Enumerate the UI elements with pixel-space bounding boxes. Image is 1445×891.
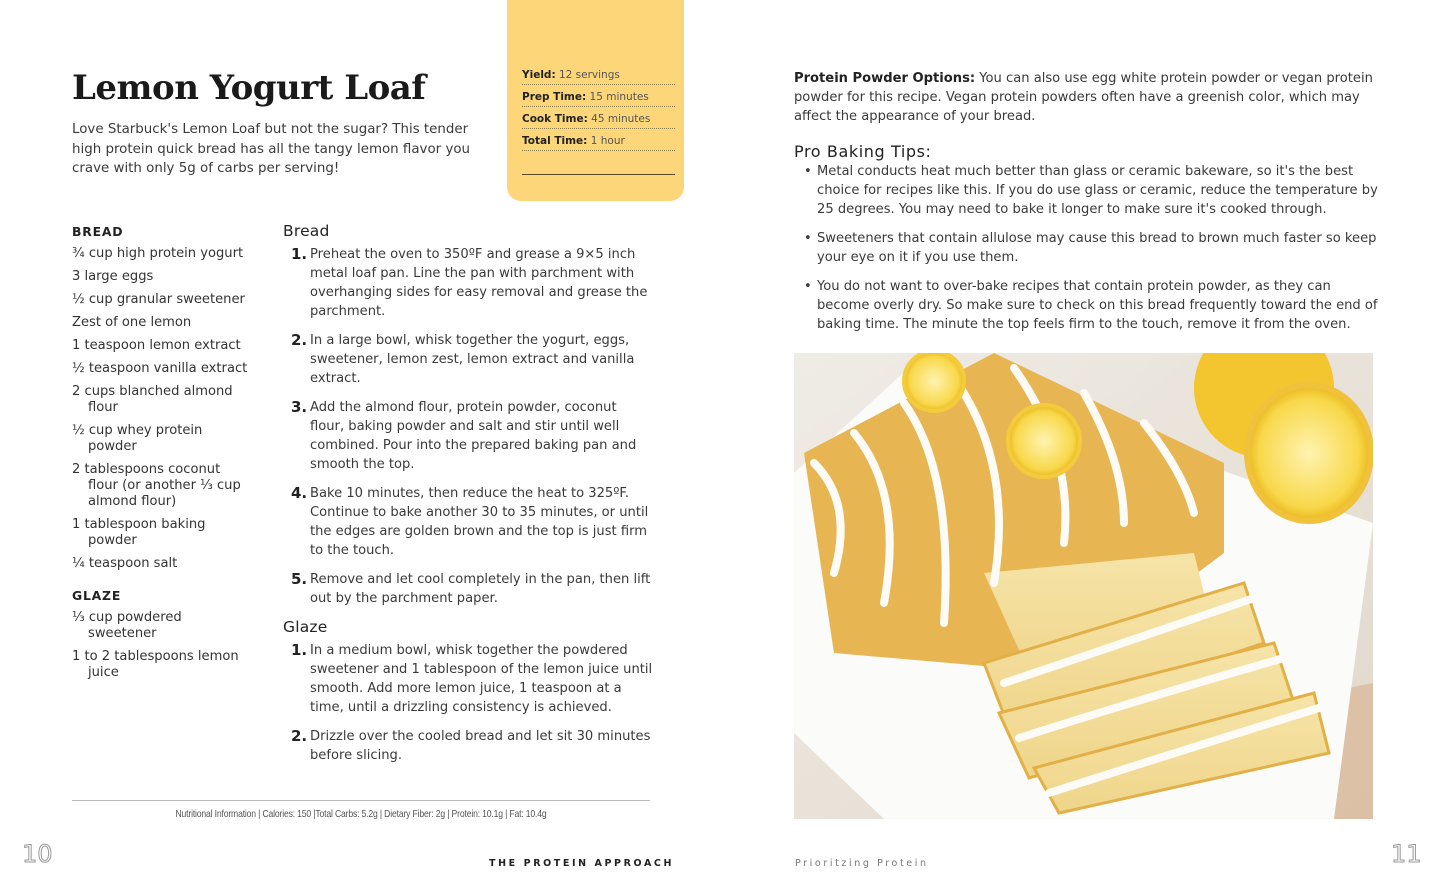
prep-time-value: 15 minutes <box>589 91 649 103</box>
step-text: In a large bowl, whisk together the yogurt, eggs, sweetener, lemon zest, lemon extract and vanilla extract. <box>310 333 635 386</box>
ingredient-item: ⅓ cup powdered sweetener <box>72 610 182 641</box>
lemon-slice-garnish <box>1008 405 1080 477</box>
protein-options-label: Protein Powder Options: <box>794 71 976 86</box>
ingredient-item: ½ teaspoon vanilla extract <box>72 361 248 376</box>
directions <box>283 222 653 775</box>
protein-options-text: You can also use egg white protein powder or vegan protein powder for this recipe. Vegan protein powders often have a greenish color, which may affect the appearance of your bread. <box>794 71 1373 124</box>
nutrition-info: Nutritional Information | Calories: 150 |Total Carbs: 5.2g | Dietary Fiber: 2g | Protein: 10.1g | Fat: 10.4g <box>175 808 547 820</box>
step-number: 5. <box>291 570 308 588</box>
tip-item <box>794 277 1384 334</box>
direction-step <box>283 398 653 474</box>
recipe-notes <box>794 69 1384 344</box>
step-text: Add the almond flour, protein powder, coconut flour, baking powder and salt and stir until well combined. Pour into the prepared baking pan and smooth the top. <box>310 400 637 472</box>
cook-time-value: 45 minutes <box>591 113 651 125</box>
total-time-label: Total Time: <box>522 135 588 147</box>
bread-ingredients <box>72 246 252 572</box>
step-number: 1. <box>291 245 308 263</box>
direction-step <box>283 331 653 388</box>
direction-step <box>283 570 653 608</box>
prep-time-row <box>522 90 675 107</box>
step-number: 2. <box>291 727 308 745</box>
step-number: 2. <box>291 331 308 349</box>
step-text: Bake 10 minutes, then reduce the heat to 325ºF. Continue to bake another 30 to 35 minutes, or until the edges are golden brown and the top is just firm to the touch. <box>310 486 649 558</box>
yield-value: 12 servings <box>558 69 620 81</box>
ingredient-item: 1 to 2 tablespoons lemon juice <box>72 649 239 680</box>
tip-item <box>794 229 1384 267</box>
step-number: 4. <box>291 484 308 502</box>
info-blank-line <box>522 156 675 175</box>
direction-step <box>283 641 653 717</box>
ingredient-item: 1 teaspoon lemon extract <box>72 338 241 353</box>
tip-item <box>794 162 1384 219</box>
direction-step <box>283 245 653 321</box>
recipe-info-tab <box>507 0 684 201</box>
nutrition-divider <box>72 800 650 801</box>
total-time-row <box>522 134 675 151</box>
page-number-left: 10 <box>22 840 53 868</box>
cook-time-label: Cook Time: <box>522 113 588 125</box>
ingredient-item: 1 tablespoon baking powder <box>72 517 206 548</box>
lemon-loaf-photo <box>794 353 1373 819</box>
ingredient-item: 3 large eggs <box>72 269 154 284</box>
ingredient-item: ½ cup whey protein powder <box>72 423 203 454</box>
step-text: Drizzle over the cooled bread and let sit 30 minutes before slicing. <box>310 729 651 763</box>
direction-step <box>283 727 653 765</box>
directions-glaze-heading: Glaze <box>283 618 328 636</box>
step-number: 1. <box>291 641 308 659</box>
ingredients-list <box>72 224 252 688</box>
tip-text: You do not want to over-bake recipes that contain protein powder, as they can become overly dry. So make sure to check on this bread frequently toward the end of baking time. The minute the top feels firm to the touch, remove it from the oven. <box>817 279 1378 332</box>
direction-step <box>283 484 653 560</box>
yield-row <box>522 68 675 85</box>
bullet-icon: • <box>804 279 812 294</box>
chapter-footer: Prioritzing Protein <box>795 858 929 869</box>
step-number: 3. <box>291 398 308 416</box>
loaf-illustration <box>794 353 1373 819</box>
protein-powder-options <box>794 69 1384 126</box>
ingredients-glaze-heading: GLAZE <box>72 588 122 603</box>
step-text: Remove and let cool completely in the pan, then lift out by the parchment paper. <box>310 572 651 606</box>
directions-bread-heading: Bread <box>283 222 330 240</box>
ingredient-item: ¾ cup high protein yogurt <box>72 246 244 261</box>
pro-tips-heading: Pro Baking Tips: <box>794 142 932 161</box>
step-text: In a medium bowl, whisk together the powdered sweetener and 1 tablespoon of the lemon juice until smooth. Add more lemon juice, 1 teaspoon at a time, until a drizzling consistency is achieved. <box>310 643 653 715</box>
bullet-icon: • <box>804 164 812 179</box>
tip-text: Sweeteners that contain allulose may cause this bread to brown much faster so keep your eye on it if you use them. <box>817 231 1377 265</box>
glaze-ingredients <box>72 610 252 681</box>
tip-text: Metal conducts heat much better than glass or ceramic bakeware, so it's the best choice for recipes like this. If you do use glass or ceramic, reduce the temperature by 25 degrees. You may need to bake it longer to make sure it's cooked through. <box>817 164 1378 217</box>
ingredients-bread-heading: BREAD <box>72 224 124 239</box>
ingredient-item: Zest of one lemon <box>72 315 192 330</box>
ingredient-item: 2 tablespoons coconut flour (or another ⅓ cup almond flour) <box>72 462 241 509</box>
ingredient-item: ½ cup granular sweetener <box>72 292 245 307</box>
step-text: Preheat the oven to 350ºF and grease a 9×5 inch metal loaf pan. Line the pan with parchment with overhanging sides for easy removal and grease the parchment. <box>310 247 648 319</box>
book-title-footer: THE PROTEIN APPROACH <box>489 858 675 869</box>
page-number-right: 11 <box>1391 840 1422 868</box>
bullet-icon: • <box>804 231 812 246</box>
recipe-intro: Love Starbuck's Lemon Loaf but not the sugar? This tender high protein quick bread has all the tangy lemon flavor you crave with only 5g of carbs per serving! <box>72 122 471 176</box>
total-time-value: 1 hour <box>590 135 625 147</box>
yield-label: Yield: <box>522 69 556 81</box>
ingredient-item: 2 cups blanched almond flour <box>72 384 233 415</box>
prep-time-label: Prep Time: <box>522 91 587 103</box>
recipe-title: Lemon Yogurt Loaf <box>72 68 426 108</box>
ingredient-item: ¼ teaspoon salt <box>72 556 178 571</box>
cook-time-row <box>522 112 675 129</box>
lemon-slice-garnish <box>904 353 964 411</box>
lemon-half <box>1247 385 1371 521</box>
